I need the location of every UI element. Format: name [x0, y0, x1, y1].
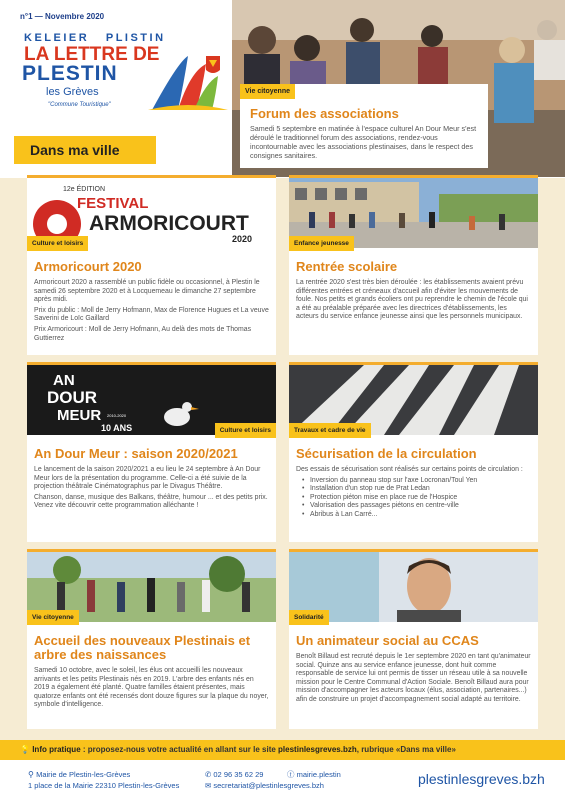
logo-plestin: PLESTIN — [22, 62, 118, 85]
section-title: Dans ma ville — [14, 136, 156, 164]
armoricourt-edition: 12e ÉDITION — [63, 186, 106, 193]
card-title: An Dour Meur : saison 2020/2021 — [34, 446, 238, 461]
logo-plistin: PLISTIN — [105, 32, 166, 44]
card-paragraph: Armoricourt 2020 a rassemblé un public fidèle ou occasionnel, à Plestin le samedi 26 septembre 2020 et à Locquemeau le dimanche 27 septembre après midi. — [34, 279, 260, 304]
card-title: Rentrée scolaire — [296, 259, 398, 274]
category-tag: Culture et loisirs — [215, 423, 276, 438]
footer — [0, 760, 565, 800]
footer-address: 1 place de la Mairie 22310 Plestin-les-Grèves — [28, 781, 180, 790]
list-item: • Inversion du panneau stop sur l'axe Locronan/Toul Yen — [310, 477, 531, 486]
card-accueil — [27, 549, 276, 729]
armoricourt-name1: FESTIVAL — [77, 195, 149, 212]
location-pin-icon: ⚲ — [28, 770, 34, 779]
hero-title: Forum des associations — [250, 106, 399, 121]
card-title: Armoricourt 2020 — [34, 259, 142, 274]
card-paragraph: Prix Armoricourt : Moll de Jerry Hofmann, Au delà des mots de Thomas Guttierrez — [34, 325, 252, 342]
info-text-2: , rubrique «Dans ma ville» — [356, 745, 456, 754]
armoricourt-year: 2020 — [232, 234, 253, 244]
poster-years: 2010-2020 — [107, 413, 127, 418]
poster-10-ans: 10 ANS — [101, 423, 133, 433]
info-pratique-bar — [0, 740, 565, 760]
category-tag: Enfance jeunesse — [289, 236, 354, 251]
hero-category-tag: Vie citoyenne — [240, 84, 295, 99]
mail-icon: ✉ — [205, 781, 212, 790]
card-paragraph: Le lancement de la saison 2020/2021 a eu lieu le 24 septembre à An Dour Meur lors de la présentation du programme. Celle-ci a été suivie de la projection théâtrale Cinématographus par le Divagus Théâtre. — [34, 466, 261, 491]
footer-website[interactable]: plestinlesgreves.bzh — [418, 771, 545, 787]
list-item: • Installation d'un stop rue de Prat Ledan — [310, 485, 531, 494]
category-tag: Solidarité — [289, 610, 329, 625]
category-tag: Culture et loisirs — [27, 236, 88, 251]
card-paragraph: Prix du public : Moll de Jerry Hofmann, Max de Florence Hugues et La veuve Saverini de Loïc Gaillard — [34, 306, 269, 323]
category-tag: Travaux et cadre de vie — [289, 423, 371, 438]
card-armoricourt — [27, 175, 276, 355]
info-text: : proposez-nous votre actualité en allant sur le site — [80, 745, 279, 754]
hero-text: Samedi 5 septembre en matinée à l'espace culturel An Dour Meur s'est déroulé le traditionnel forum des associations, rendez-vous incontournable avec les associations plestinaises, dans le respect des consignes sanitaires. — [250, 124, 477, 160]
list-item: • Protection piéton mise en place rue de l'Hospice — [310, 494, 531, 503]
footer-phone[interactable]: 02 96 35 62 29 — [213, 770, 264, 779]
poster-an: AN — [53, 372, 75, 389]
card-title: Sécurisation de la circulation — [296, 446, 477, 461]
info-label: Info pratique — [32, 745, 81, 754]
footer-email[interactable]: secretariat@plestinlesgreves.bzh — [213, 781, 324, 790]
card-animateur — [289, 549, 538, 729]
footer-mairie: Mairie de Plestin-les-Grèves — [36, 770, 131, 779]
facebook-icon: ⓕ — [287, 770, 295, 779]
armoricourt-name2: ARMORICOURT — [89, 212, 249, 235]
category-tag: Vie citoyenne — [27, 610, 79, 625]
measures-list — [296, 477, 531, 520]
card-title: Accueil des nouveaux Plestinais et arbre des naissances — [34, 633, 251, 662]
phone-icon: ✆ — [205, 770, 212, 779]
footer-facebook[interactable]: mairie.plestin — [296, 770, 341, 779]
poster-dour: DOUR — [47, 388, 98, 407]
info-site-link[interactable]: plestinlesgreves.bzh — [278, 745, 357, 754]
card-securisation — [289, 362, 538, 542]
logo-sails-icon — [148, 52, 228, 114]
card-paragraph: Chanson, danse, musique des Balkans, théâtre, humour ... et des petits prix. Venez vite découvrir cette programmation alléchante ! — [34, 493, 268, 510]
logo-commune: "Commune Touristique" — [48, 102, 111, 108]
logo-lettre: LA LETTRE DE — [24, 44, 160, 65]
card-paragraph: La rentrée 2020 s'est très bien déroulée : les établissements avaient prévu différentes entrées et créneaux d'accueil afin d'éviter les mouvements de foule. Nos petits et grands écoliers ont pu reprendre le chemin de l'école qui a été au préalable préparée avec les directrices d'établissements, les acteurs du service enfance jeunesse ainsi que les personnels municipaux. — [296, 279, 528, 321]
card-an-dour-meur — [27, 362, 276, 542]
logo-keleier: KELEIER — [24, 32, 90, 44]
card-paragraph: Samedi 10 octobre, avec le soleil, les élus ont accueilli les nouveaux arrivants et les petits Plestinais nés en 2019. L'arbre des enfants nés en 2019 a également été planté. Quatre familles étaient présentes, mais quatorze enfants ont été recensés dont douze figures sur la plaque du noyer, symbole d'intelligence. — [34, 667, 269, 709]
card-paragraph: Benoît Billaud est recruté depuis le 1er septembre 2020 en tant qu'animateur social. Quinze ans au service enfance jeunesse, dont huit comme responsable de service lui ont permis de tisser un réseau utile à sa nouvelle mission pour le Centre Communal d'Action Sociale. Benoît Billaud aura pour mission d'accompagner les acteurs locaux (élus, association, partenaires...) afin de construire un projet d'accompagnement social adapté au territoire. — [296, 653, 531, 703]
card-title: Un animateur social au CCAS — [296, 633, 479, 648]
list-item: • Valorisation des passages piétons en centre-ville — [310, 502, 531, 511]
newsletter-logo — [18, 28, 228, 116]
lightbulb-icon: 💡 — [20, 745, 30, 754]
card-rentree — [289, 175, 538, 355]
logo-les-greves: les Grèves — [46, 86, 99, 98]
issue-number: n°1 — Novembre 2020 — [20, 12, 105, 21]
poster-meur: MEUR — [57, 407, 102, 424]
list-item: • Abribus à Lan Carré... — [310, 511, 531, 520]
card-paragraph: Des essais de sécurisation sont réalisés sur certains points de circulation : — [296, 466, 523, 473]
